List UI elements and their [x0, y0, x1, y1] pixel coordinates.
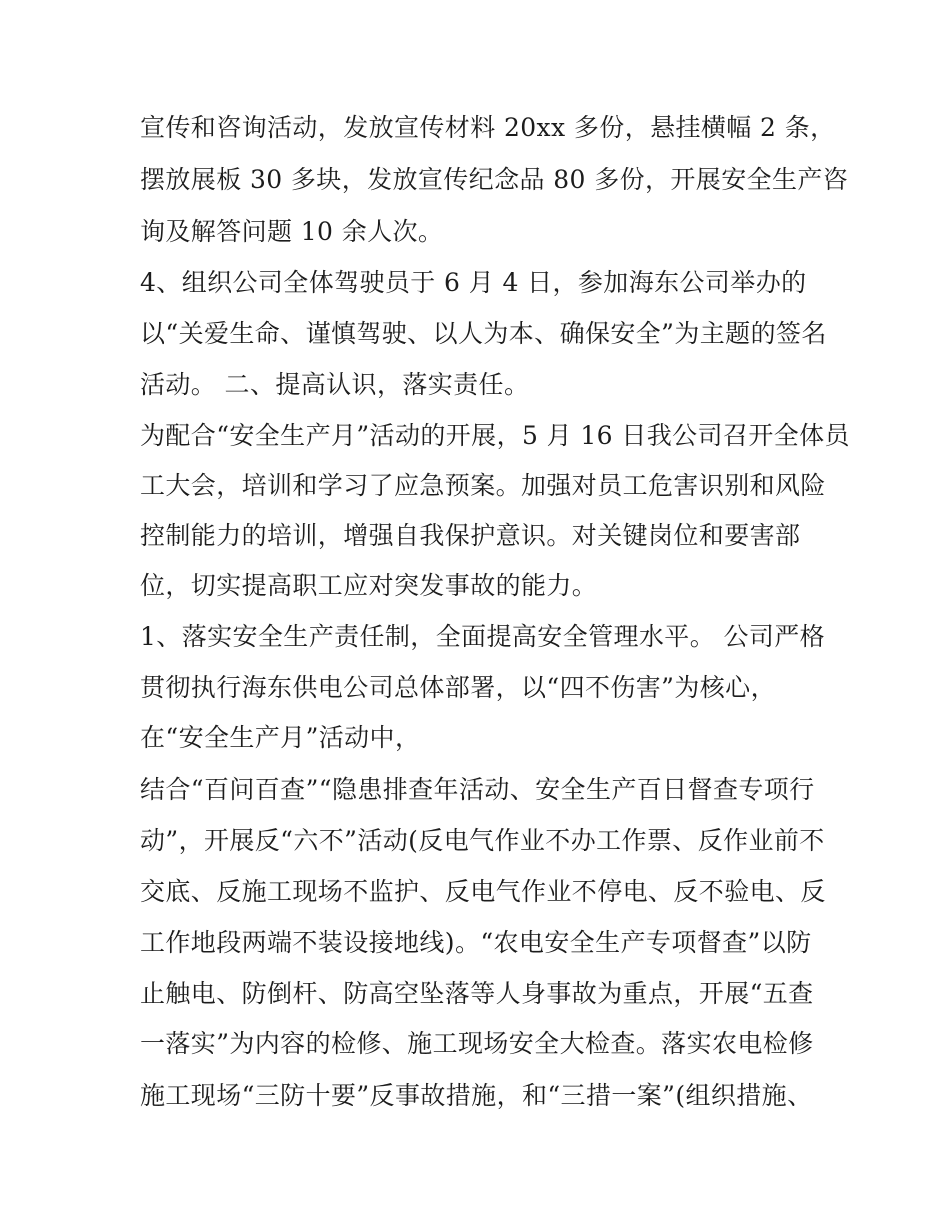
text-line: 活动。 二、提高认识，落实责任。	[140, 370, 530, 399]
text-line: 止触电、防倒杆、防高空坠落等人身事故为重点，开展“五查	[140, 979, 814, 1008]
text-line: 位，切实提高职工应对突发事故的能力。	[140, 571, 598, 600]
text-line: 控制能力的培训，增强自我保护意识。对关键岗位和要害部	[140, 521, 801, 550]
text-line: 摆放展板 30 多块，发放宣传纪念品 80 多份，开展安全生产咨	[140, 165, 849, 194]
text-line: 施工现场“三防十要”反事故措施，和“三措一案”(组织措施、	[140, 1081, 813, 1110]
text-line: 交底、反施工现场不监护、反电气作业不停电、反不验电、反	[140, 877, 826, 906]
text-line: 1、落实安全生产责任制，全面提高安全管理水平。 公司严格	[140, 622, 826, 651]
text-line: 工大会，培训和学习了应急预案。加强对员工危害识别和风险	[140, 471, 826, 500]
text-line: 为配合“安全生产月”活动的开展，5 月 16 日我公司召开全体员	[140, 421, 850, 450]
text-line: 贯彻执行海东供电公司总体部署，以“四不伤害”为核心，	[140, 673, 776, 702]
text-line: 工作地段两端不装设接地线)。“农电安全生产专项督查”以防	[140, 928, 812, 957]
text-line: 询及解答问题 10 余人次。	[140, 217, 444, 246]
text-line: 以“关爱生命、谨慎驾驶、以人为本、确保安全”为主题的签名	[140, 319, 827, 348]
text-line: 4、组织公司全体驾驶员于 6 月 4 日，参加海东公司举办的	[140, 268, 807, 297]
text-line: 在“安全生产月”活动中，	[140, 723, 421, 752]
text-line: 动”，开展反“六不”活动(反电气作业不办工作票、反作业前不	[140, 826, 825, 855]
text-line: 宣传和咨询活动，发放宣传材料 20xx 多份，悬挂横幅 2 条，	[140, 113, 836, 142]
text-line: 结合“百问百查”“隐患排查年活动、安全生产百日督查专项行	[140, 775, 815, 804]
text-line: 一落实”为内容的检修、施工现场安全大检查。落实农电检修	[140, 1029, 814, 1058]
